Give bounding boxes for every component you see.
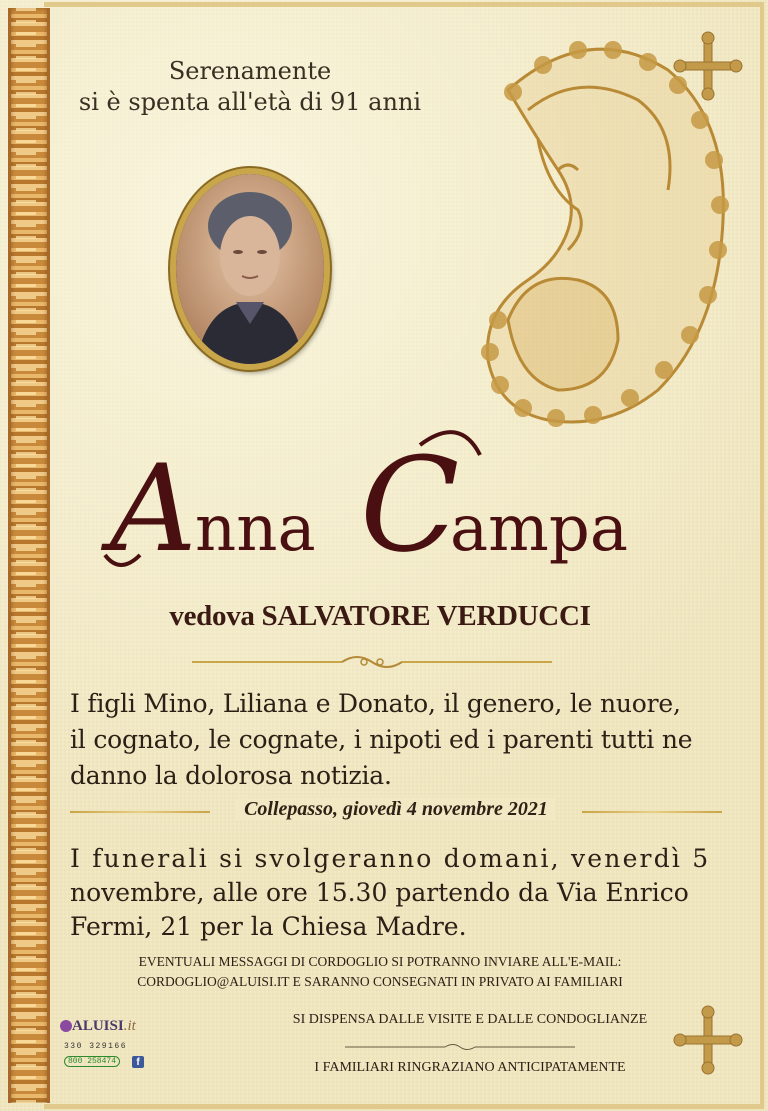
place-date-row: [70, 798, 722, 826]
funeral-text: [70, 842, 726, 944]
intro-text: [70, 56, 430, 118]
logo-phone-2: 800 258474: [64, 1056, 120, 1067]
last-name-rest: ampa: [450, 492, 628, 566]
cross-icon-bottom: [672, 1004, 744, 1076]
bottom-border: [44, 1104, 762, 1109]
lace-border-left: [8, 8, 50, 1103]
right-border: [760, 2, 764, 1109]
logo-brand: ALUISI.it: [72, 1018, 136, 1034]
facebook-icon[interactable]: f: [132, 1056, 144, 1068]
funeral-line-3: Fermi, 21 per la Chiesa Madre.: [70, 912, 467, 941]
last-name-initial: C: [360, 429, 460, 581]
flourish-divider-icon: [192, 652, 552, 672]
condolences-line-1: EVENTUALI MESSAGGI DI CORDOGLIO SI POTRANNO INVIARE ALL'E-MAIL:: [138, 954, 622, 969]
announcement-line-2: il cognato, le cognate, i nipoti ed i parenti tutti ne: [70, 725, 693, 754]
condolences-line-2: CORDOGLIO@ALUISI.IT E SARANNO CONSEGNATI IN PRIVATO AI FAMILIARI: [137, 974, 623, 989]
funeral-home-logo: [60, 1018, 160, 1078]
logo-phone-1: 330 329166: [64, 1042, 128, 1051]
place-date: Collepasso, giovedì 4 novembre 2021: [236, 798, 556, 820]
first-name-initial: A: [110, 440, 197, 579]
portrait-image: [176, 174, 324, 364]
cross-icon-top: [672, 30, 744, 102]
announcement-line-3: danno la dolorosa notizia.: [70, 761, 392, 790]
announcement-line-1: I figli Mino, Liliana e Donato, il genero, le nuore,: [70, 689, 681, 718]
announcement-text: [70, 686, 730, 794]
intro-line-1: Serenamente: [168, 57, 332, 85]
funeral-line-2: novembre, alle ore 15.30 partendo da Via Enrico: [70, 878, 689, 907]
heart-icon: [60, 1020, 72, 1032]
funeral-line-1: I funerali si svolgeranno domani, venerdì 5: [70, 844, 711, 873]
thanks-text: I FAMILIARI RINGRAZIANO ANTICIPATAMENTE: [314, 1060, 626, 1075]
deceased-name: [100, 405, 640, 585]
portrait-photo: [170, 168, 330, 370]
widow-line: vedova SALVATORE VERDUCCI: [169, 600, 591, 632]
intro-line-2: si è spenta all'età di 91 anni: [78, 88, 422, 116]
first-name-rest: nna: [195, 492, 316, 566]
dispensa-text: SI DISPENSA DALLE VISITE E DALLE CONDOGLIANZE: [292, 1012, 648, 1027]
condolences-notice: [90, 952, 670, 992]
top-border: [44, 2, 762, 7]
mini-divider-icon: [345, 1042, 575, 1052]
